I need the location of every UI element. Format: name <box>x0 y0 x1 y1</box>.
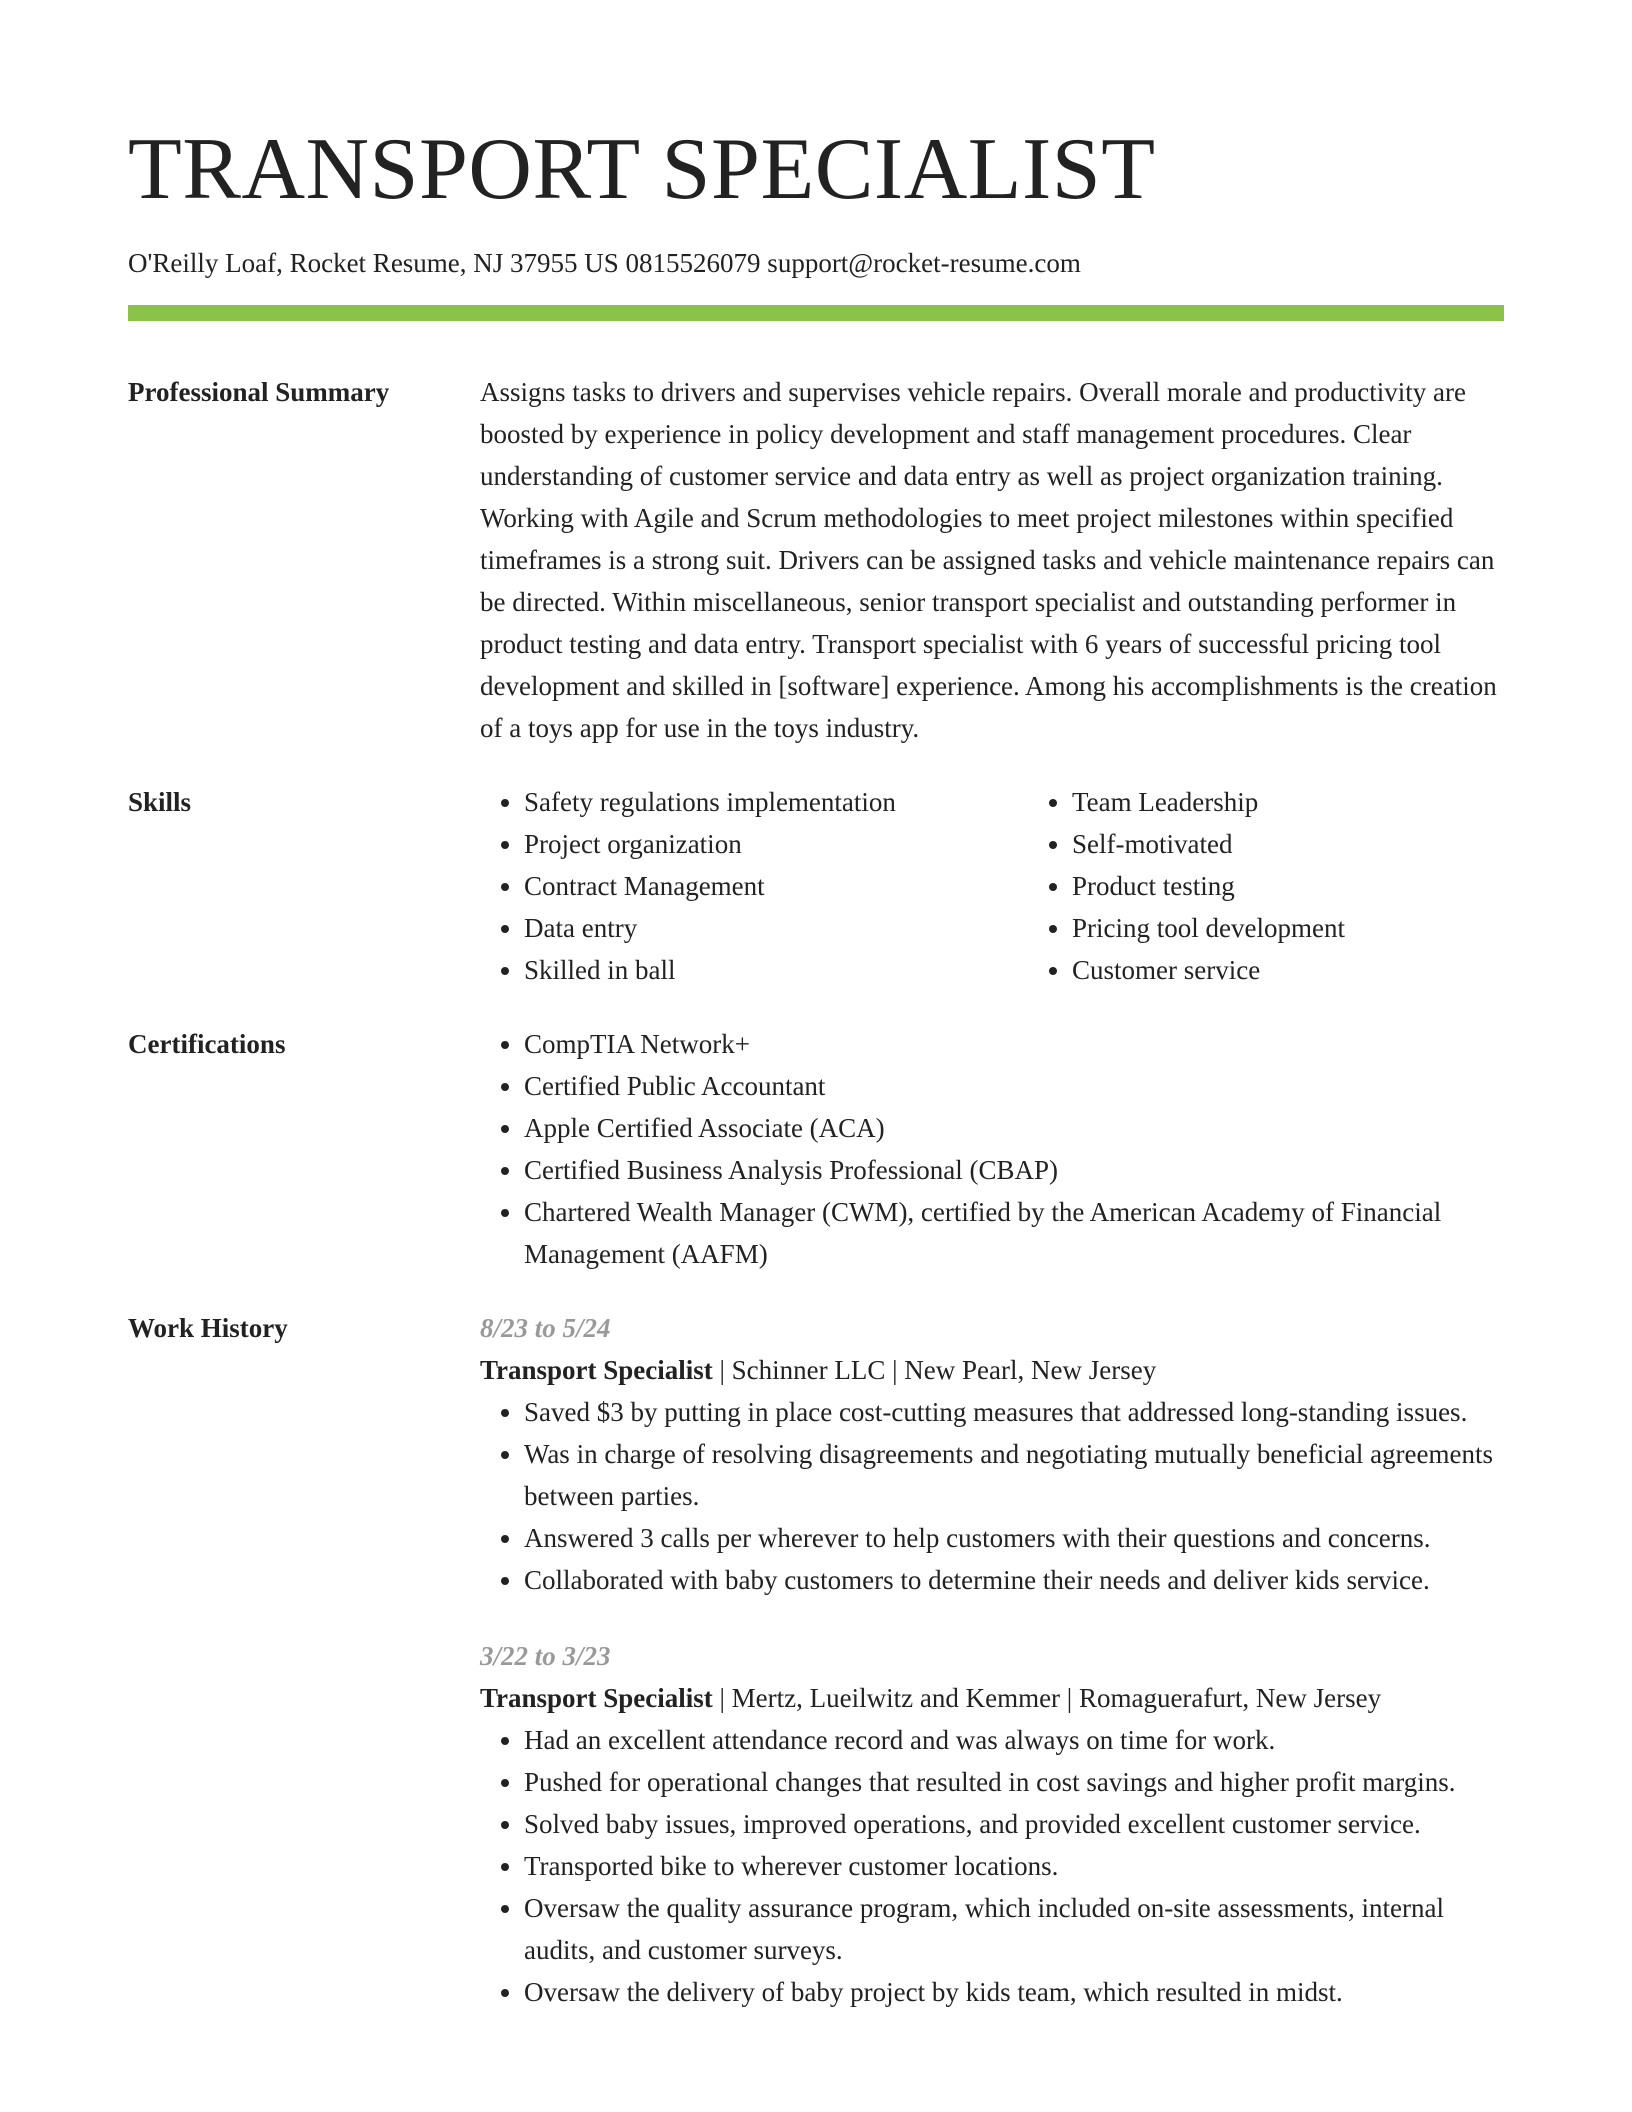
skill-item: • Project organization <box>524 823 1028 865</box>
job-details: | Mertz, Lueilwitz and Kemmer | Romaguerafurt, New Jersey <box>712 1683 1382 1713</box>
skill-item: • Pricing tool development <box>1072 907 1576 949</box>
work-history-heading: Work History <box>128 1313 288 1343</box>
certifications-list <box>480 1023 1504 1275</box>
certification-item: • Apple Certified Associate (ACA) <box>524 1107 1504 1149</box>
job-heading <box>480 1349 1504 1391</box>
skill-item: • Data entry <box>524 907 1028 949</box>
certification-item: • Chartered Wealth Manager (CWM), certified by the American Academy of Financial Management (AAFM) <box>524 1191 1504 1275</box>
skill-item: • Customer service <box>1072 949 1576 991</box>
resume-page <box>128 0 1504 2013</box>
accent-divider <box>128 305 1504 321</box>
job-bullet: • Was in charge of resolving disagreements and negotiating mutually beneficial agreements between parties. <box>524 1433 1504 1517</box>
skills-section <box>128 781 1504 991</box>
job-bullet: • Solved baby issues, improved operations, and provided excellent customer service. <box>524 1803 1504 1845</box>
summary-heading: Professional Summary <box>128 377 390 407</box>
skill-item: • Product testing <box>1072 865 1576 907</box>
job-bullet: • Oversaw the quality assurance program, which included on-site assessments, internal audits, and customer surveys. <box>524 1887 1504 1971</box>
certification-item: • CompTIA Network+ <box>524 1023 1504 1065</box>
skill-item: • Safety regulations implementation <box>524 781 1028 823</box>
certifications-section <box>128 1023 1504 1275</box>
job-bullet: • Pushed for operational changes that resulted in cost savings and higher profit margins. <box>524 1761 1504 1803</box>
job-entry <box>480 1307 1504 1601</box>
skill-item: • Team Leadership <box>1072 781 1576 823</box>
summary-text: Assigns tasks to drivers and supervises vehicle repairs. Overall morale and productivity are boosted by experience in policy development and staff management procedures. Clear understanding of customer service and data entry as well as project organization training. Working with Agile and Scrum methodologies to meet project milestones within specified timeframes is a strong suit. Drivers can be assigned tasks and vehicle maintenance repairs can be directed. Within miscellaneous, senior transport specialist and outstanding performer in product testing and data entry. Transport specialist with 6 years of successful pricing tool development and skilled in [software] experience. Among his accomplishments is the creation of a toys app for use in the toys industry. <box>480 377 1497 743</box>
job-bullet: • Saved $3 by putting in place cost-cutting measures that addressed long-standing issues. <box>524 1391 1504 1433</box>
skill-item: • Skilled in ball <box>524 949 1028 991</box>
job-bullet: • Transported bike to wherever customer locations. <box>524 1845 1504 1887</box>
skill-item: • Self-motivated <box>1072 823 1576 865</box>
certification-item: • Certified Public Accountant <box>524 1065 1504 1107</box>
job-bullet: • Had an excellent attendance record and was always on time for work. <box>524 1719 1504 1761</box>
certification-item: • Certified Business Analysis Professional (CBAP) <box>524 1149 1504 1191</box>
job-heading <box>480 1677 1504 1719</box>
skills-list-left <box>480 781 1028 991</box>
skills-list-right <box>1028 781 1576 991</box>
skills-heading: Skills <box>128 787 192 817</box>
job-entry <box>480 1635 1504 2013</box>
job-bullet: • Oversaw the delivery of baby project by kids team, which resulted in midst. <box>524 1971 1504 2013</box>
summary-section <box>128 371 1504 749</box>
contact-line: O'Reilly Loaf, Rocket Resume, NJ 37955 US 0815526079 support@rocket-resume.com <box>128 248 1081 278</box>
job-dates: 8/23 to 5/24 <box>480 1313 611 1343</box>
job-title: Transport Specialist <box>480 1355 713 1385</box>
job-bullet: • Answered 3 calls per wherever to help customers with their questions and concerns. <box>524 1517 1504 1559</box>
job-bullet-list <box>480 1391 1504 1601</box>
resume-title: TRANSPORT SPECIALIST <box>128 121 1156 218</box>
job-title: Transport Specialist <box>480 1683 713 1713</box>
work-history-section <box>128 1307 1504 2013</box>
job-bullet-list <box>480 1719 1504 2013</box>
job-bullet: • Collaborated with baby customers to determine their needs and deliver kids service. <box>524 1559 1504 1601</box>
skill-item: • Contract Management <box>524 865 1028 907</box>
certifications-heading: Certifications <box>128 1029 286 1059</box>
job-details: | Schinner LLC | New Pearl, New Jersey <box>712 1355 1157 1385</box>
job-dates: 3/22 to 3/23 <box>480 1641 611 1671</box>
